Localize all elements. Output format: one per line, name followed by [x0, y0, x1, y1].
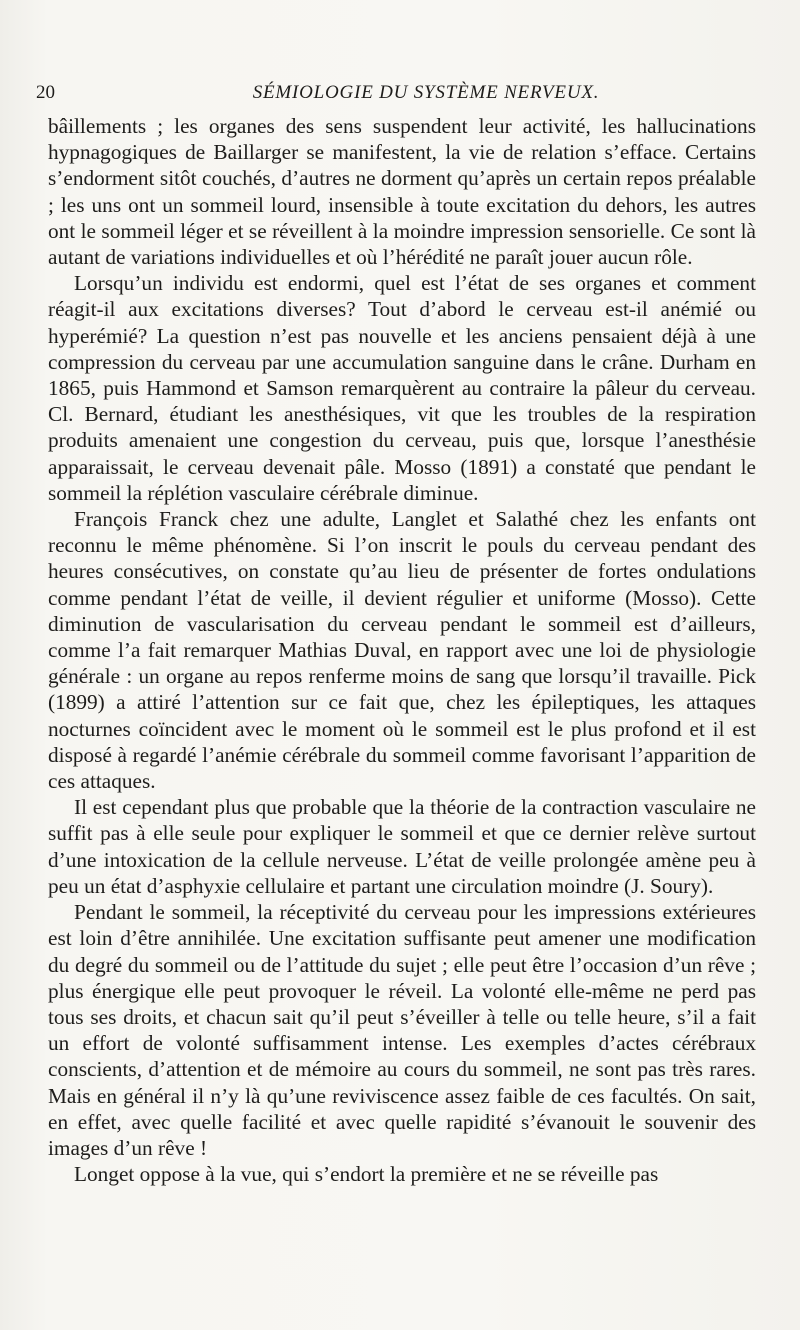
- paragraph: Pendant le sommeil, la réceptivité du cerveau pour les impressions extérieures est loin d’être annihilée. Une excitation suffisante peut amener une modification du degré du sommeil ou de l’attitude du sujet ; elle peut être l’occasion d’un rêve ; plus énergique elle peut provoquer le réveil. La volonté elle-même ne perd pas tous ses droits, et chacun sait qu’il peut s’éveiller à telle ou telle heure, s’il a fait un effort de volonté suffisamment intense. Les exemples d’actes cérébraux conscients, d’attention et de mémoire au cours du sommeil, ne sont pas très rares. Mais en général il n’y là qu’une reviviscence assez faible de ces facultés. On sait, en effet, avec quelle facilité et avec quelle rapidité s’évanouit le souvenir des images d’un rêve !: [48, 900, 756, 1160]
- body-text: [48, 113, 756, 1187]
- running-head: [36, 82, 776, 106]
- paragraph: François Franck chez une adulte, Langlet et Salathé chez les enfants ont reconnu le même phénomène. Si l’on inscrit le pouls du cerveau pendant des heures consécutives, on constate qu’au lieu de présenter de fortes ondulations comme pendant l’état de veille, il devient régulier et uniforme (Mosso). Cette diminution de vascularisation du cerveau pendant le sommeil est d’ailleurs, comme l’a fait remarquer Mathias Duval, en rapport avec une loi de physiologie générale : un organe au repos renferme moins de sang que lorsqu’il travaille. Pick (1899) a attiré l’attention sur ce fait que, chez les épileptiques, les attaques nocturnes coïncident avec le moment où le sommeil est le plus profond et il est disposé à regardé l’anémie cérébrale du sommeil comme favorisant l’apparition de ces attaques.: [48, 507, 756, 794]
- paragraph: Il est cependant plus que probable que la théorie de la contraction vasculaire ne suffit pas à elle seule pour expliquer le sommeil et que ce dernier relève surtout d’une intoxication de la cellule nerveuse. L’état de veille prolongée amène peu à peu un état d’asphyxie cellulaire et partant une circulation moindre (J. Soury).: [48, 795, 756, 898]
- paragraph: Lorsqu’un individu est endormi, quel est l’état de ses organes et comment réagit-il aux excitations diverses? Tout d’abord le cerveau est-il anémié ou hyperémié? La question n’est pas nouvelle et les anciens pensaient déjà à une compression du cerveau par une accumulation sanguine dans le crâne. Durham en 1865, puis Hammond et Samson remarquèrent au contraire la pâleur du cerveau. Cl. Bernard, étudiant les anesthésiques, vit que les troubles de la respiration produits amenaient une congestion du cerveau, puis que, lorsque l’anesthésie apparaissait, le cerveau devenait pâle. Mosso (1891) a constaté que pendant le sommeil la réplétion vasculaire cérébrale diminue.: [48, 271, 756, 505]
- page-number: 20: [36, 82, 55, 103]
- paragraph: bâillements ; les organes des sens suspendent leur activité, les hallucinations hypnagogiques de Baillarger se manifestent, la vie de relation s’efface. Certains s’endorment sitôt couchés, d’autres ne dorment qu’après un certain repos préalable ; les uns ont un sommeil lourd, insensible à toute excitation du dehors, les autres ont le sommeil léger et se réveillent à la moindre impression sensorielle. Ce sont là autant de variations individuelles et où l’hérédité ne paraît jouer aucun rôle.: [48, 114, 756, 270]
- running-title: SÉMIOLOGIE DU SYSTÈME NERVEUX.: [252, 82, 600, 103]
- paragraph: Longet oppose à la vue, qui s’endort la première et ne se réveille pas: [74, 1162, 659, 1187]
